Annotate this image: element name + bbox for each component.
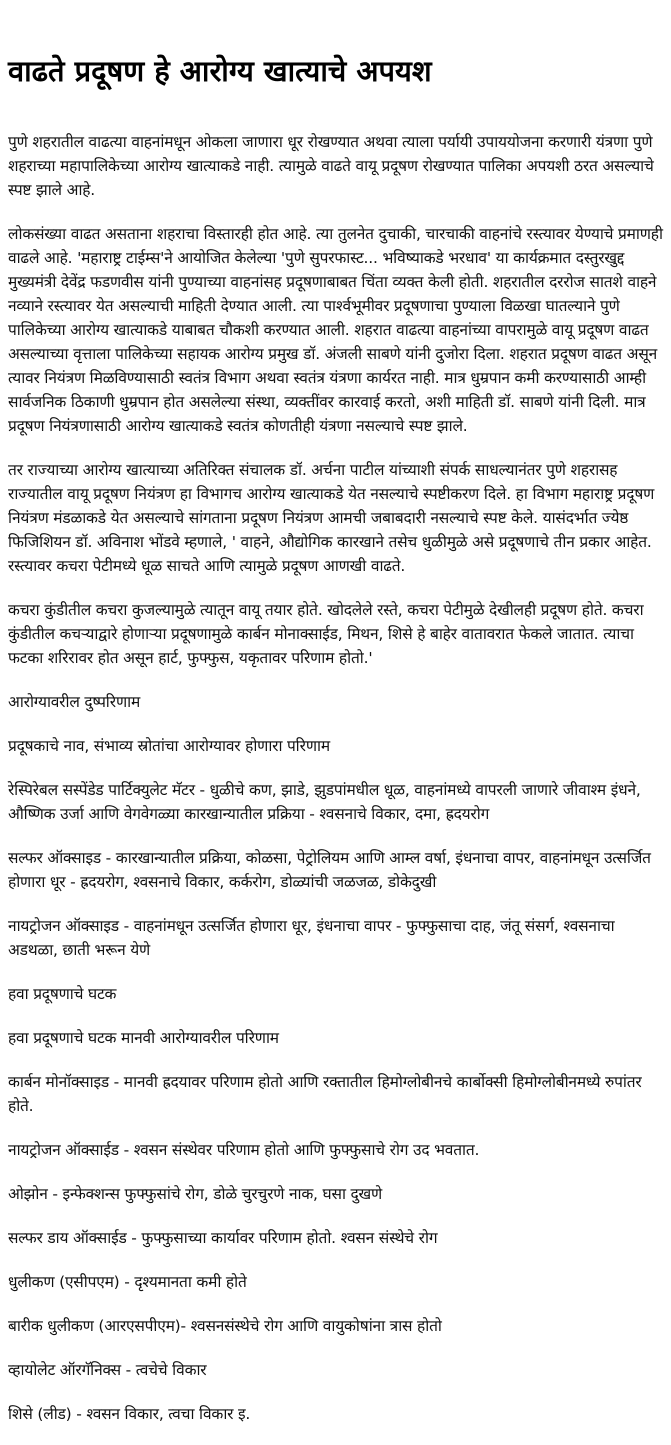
- article-title: वाढते प्रदूषण हे आरोग्य खात्याचे अपयश: [8, 54, 432, 88]
- body-paragraph: कचरा कुंडीतील कचरा कुजल्यामुळे त्यातून वायू तयार होते. खोदलेले रस्ते, कचरा पेटीमुळे देखीलही प्रदूषण होते. कचरा कुंडीतील कचऱ्याद्वारे होणाऱ्या प्रदूषणामुळे कार्बन मोनाक्साईड, मिथन, शिसे हे बाहेर वातावरात फेकले जातात. त्याचा फटका शरिरावर होत असून हार्ट, फुफ्फुस, यकृतावर परिणाम होतो.': [8, 601, 644, 667]
- pollutant-item: रेस्पिरेबल सस्पेंडेड पार्टिक्युलेट मॅटर - धुळीचे कण, झाडे, झुडपांमधील धूळ, वाहनांमध्ये वापरली जाणारे जीवाश्म इंधने, औष्णिक उर्जा आणि वेगवेगळ्या कारखान्यातील प्रक्रिया - श्वसनाचे विकार, दमा, ह्रदयरोग: [8, 781, 641, 823]
- pollutant-effect-item: बारीक धुलीकण (आरएसपीएम)- श्वसनसंस्थेचे रोग आणि वायुकोषांना त्रास होतो: [8, 1317, 442, 1335]
- pollutant-effect-item: व्हायोलेट ऑरगॅनिक्स - त्वचेचे विकार: [8, 1361, 207, 1379]
- pollutant-effect-item: कार्बन मोनॉक्साइड - मानवी ह्रदयावर परिणाम होतो आणि रक्तातील हिमोग्लोबीनचे कार्बोक्सी हिमोग्लोबीनमध्ये रुपांतर होते.: [8, 1073, 642, 1115]
- body-paragraph: तर राज्याच्या आरोग्य खात्याच्या अतिरिक्त संचालक डॉ. अर्चना पाटील यांच्याशी संपर्क साधल्यानंतर पुणे शहरासह राज्यातील वायू प्रदूषण नियंत्रण हा विभागच आरोग्य खात्याकडे येत नसल्याचे स्पष्टीकरण दिले. हा विभाग महाराष्ट्र प्रदूषण नियंत्रण मंडळाकडे येत असल्याचे सांगताना प्रदूषण नियंत्रण आमची जबाबदारी नसल्याचे स्पष्ट केले. यासंदर्भात ज्येष्ठ फिजिशियन डॉ. अविनाश भोंडवे म्हणाले, ' वाहने, औद्योगिक कारखाने तसेच धुळीमुळे असे प्रदूषणाचे तीन प्रकार आहेत. रस्त्यावर कचरा पेटीमध्ये धूळ साचते आणि त्यामुळे प्रदूषण आणखी वाढते.: [8, 461, 655, 575]
- list-header: हवा प्रदूषणाचे घटक मानवी आरोग्यावरील परिणाम: [8, 1029, 279, 1047]
- pollutant-effect-item: ओझोन - इन्फेक्शन्स फुफ्फुसांचे रोग, डोळे चुरचुरणे नाक, घसा दुखणे: [8, 1185, 383, 1203]
- list-header: प्रदूषकाचे नाव, संभाव्य स्रोतांचा आरोग्यावर होणारा परिणाम: [8, 737, 330, 755]
- intro-paragraph: पुणे शहरातील वाढत्या वाहनांमधून ओकला जाणारा धूर रोखण्यात अथवा त्याला पर्यायी उपाययोजना करणारी यंत्रणा पुणे शहराच्या महापालिकेच्या आरोग्य खात्याकडे नाही. त्यामुळे वाढते वायू प्रदूषण रोखण्यात पालिका अपयशी ठरत असल्याचे स्पष्ट झाले आहे.: [8, 133, 654, 199]
- pollutant-item: सल्फर ऑक्साइड - कारखान्यातील प्रक्रिया, कोळसा, पेट्रोलियम आणि आम्ल वर्षा, इंधनाचा वापर, वाहनांमधून उत्सर्जित होणारा धूर - ह्रदयरोग, श्वसनाचे विकार, कर्करोग, डोळ्यांची जळजळ, डोकेदुखी: [8, 849, 651, 891]
- section-heading-pollution-components: हवा प्रदूषणाचे घटक: [8, 985, 117, 1003]
- section-heading-health-effects: आरोग्यावरील दुष्परिणाम: [8, 693, 141, 711]
- pollutant-effect-item: शिसे (लीड) - श्वसन विकार, त्वचा विकार इ.: [8, 1405, 251, 1423]
- pollutant-item: नायट्रोजन ऑक्साइड - वाहनांमधून उत्सर्जित होणारा धूर, इंधनाचा वापर - फुफ्फुसाचा दाह, जंतू संसर्ग, श्वसनाचा अडथळा, छाती भरून येणे: [8, 917, 615, 959]
- pollutant-effect-item: सल्फर डाय ऑक्साईड - फुफ्फुसाच्या कार्यावर परिणाम होतो. श्वसन संस्थेचे रोग: [8, 1229, 438, 1247]
- pollutant-effect-item: नायट्रोजन ऑक्साईड - श्वसन संस्थेवर परिणाम होतो आणि फुफ्फुसाचे रोग उद भवतात.: [8, 1141, 480, 1159]
- pollutant-effect-item: धुलीकण (एसीपएम) - दृश्यमानता कमी होते: [8, 1273, 247, 1291]
- body-paragraph: लोकसंख्या वाढत असताना शहराचा विस्तारही होत आहे. त्या तुलनेत दुचाकी, चारचाकी वाहनांचे रस्त्यावर येण्याचे प्रमाणही वाढले आहे. 'महाराष्ट्र टाईम्स'ने आयोजित केलेल्या 'पुणे सुपरफास्ट... भविष्याकडे भरधाव' या कार्यक्रमात दस्तुरखुद्द मुख्यमंत्री देवेंद्र फडणवीस यांनी पुण्याच्या वाहनांसह प्रदूषणाबाबत चिंता व्यक्त केली होती. शहरातील दररोज सातशे वाहने नव्याने रस्त्यावर येत असल्याची माहिती देण्यात आली. त्या पार्श्वभूमीवर प्रदूषणाचा पुण्याला विळखा घातल्याने पुणे पालिकेच्या आरोग्य खात्याकडे याबाबत चौकशी करण्यात आली. शहरात वाढत्या वाहनांच्या वापरामुळे वायू प्रदूषण वाढत असल्याच्या वृत्ताला पालिकेच्या सहायक आरोग्य प्रमुख डॉ. अंजली साबणे यांनी दुजोरा दिला. शहरात प्रदूषण वाढत असून त्यावर नियंत्रण मिळविण्यासाठी स्वतंत्र विभाग अथवा स्वतंत्र यंत्रणा कार्यरत नाही. मात्र धुम्रपान कमी करण्यासाठी आम्ही सार्वजनिक ठिकाणी धुम्रपान होत असलेल्या संस्था, व्यक्तींवर कारवाई करतो, अशी माहिती डॉ. साबणे यांनी दिली. मात्र प्रदूषण नियंत्रणासाठी आरोग्य खात्याकडे स्वतंत्र कोणतीही यंत्रणा नसल्याचे स्पष्ट झाले.: [8, 225, 663, 435]
